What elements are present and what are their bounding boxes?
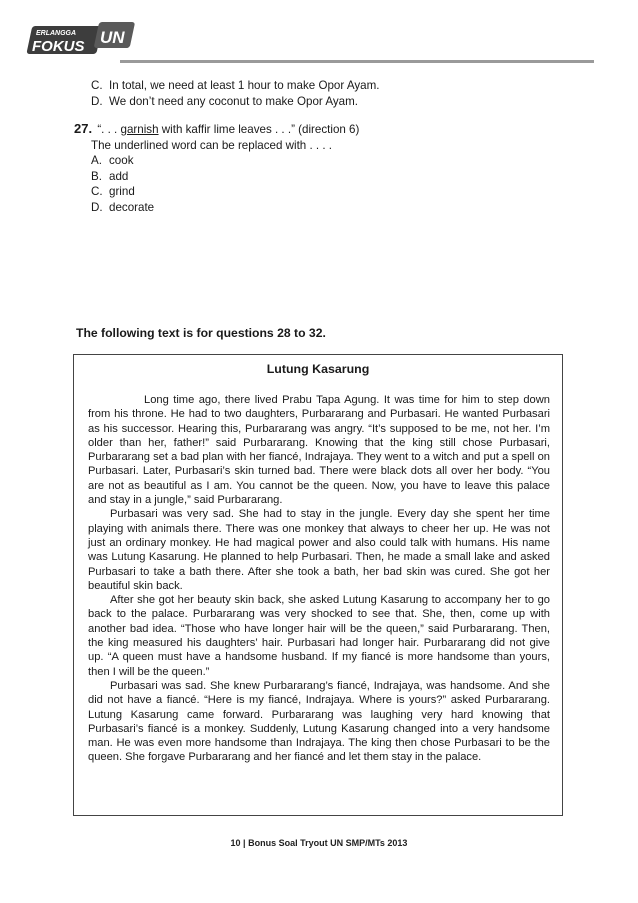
- story-paragraph: After she got her beauty skin back, she asked Lutung Kasarung to accompany her to go back to the palace. Purbararang was very shocked to see that. She, then, come up with another bad idea. “Those who have longer hair will be the queen,” said Purbararang. Then, the king measured his daughters’ hair. Purbasari had longer hair. Purbararang did not give up. “A queen must have a handsome husband. If my fiancé is more handsome than yours, then I will be the queen.”: [88, 594, 550, 678]
- option-letter: D.: [91, 200, 103, 214]
- q27-prompt: [76, 121, 576, 138]
- q27-option-c: [76, 184, 576, 200]
- option-text: decorate: [109, 200, 155, 214]
- story-title: Lutung Kasarung: [266, 362, 370, 376]
- question-number: 27.: [74, 121, 93, 136]
- logo-small-text: ERLANGGA: [36, 30, 77, 37]
- q26-option-c: [76, 78, 576, 94]
- option-letter: D.: [91, 94, 103, 108]
- q27-option-a: [76, 153, 576, 169]
- q27-option-b: [76, 169, 576, 185]
- option-text: In total, we need at least 1 hour to make Opor Ayam.: [109, 79, 380, 92]
- page-footer: 10 | Bonus Soal Tryout UN SMP/MTs 2013: [230, 838, 408, 848]
- logo-main-text: FOKUS: [32, 38, 85, 55]
- story-body: [88, 393, 550, 765]
- q26-option-d: [76, 94, 576, 110]
- story-paragraph: Purbasari was sad. She knew Purbararang’s fiancé, Indrajaya, was handsome. And she did not have a fiancé. “Here is my fiancé, Indrajaya. Where is yours?” asked Purbararang. Lutung Kasarung came forward. Purbararang was laughing very hard knowing that Purbasari’s fiancé is a monkey. Suddenly, Lutung Kasarung changed into a very handsome man. He was even more handsome than Indrajaya. The king then chose Purbasari to be the queen. She forgave Purbararang and her fiancé and let them stay in the palace.: [88, 679, 550, 764]
- option-text: grind: [109, 185, 135, 198]
- header-rule: [120, 60, 594, 63]
- story-box: [73, 354, 563, 816]
- quote-after: with kaffir lime leaves . . .” (direction 6): [161, 123, 360, 136]
- option-letter: A.: [91, 154, 102, 167]
- q27-option-d: [76, 200, 576, 216]
- option-letter: B.: [91, 169, 102, 183]
- section-title: The following text is for questions 28 to 32.: [76, 326, 326, 340]
- option-letter: C.: [91, 79, 103, 92]
- logo-badge-text: UN: [100, 28, 125, 47]
- underlined-word: garnish: [120, 123, 159, 136]
- option-text: We don’t need any coconut to make Opor Ayam.: [109, 94, 358, 108]
- quote-before: “. . .: [97, 123, 118, 136]
- story-paragraph: Long time ago, there lived Prabu Tapa Agung. It was time for him to step down from his throne. He had to two daughters, Purbararang and Purbasari. He wanted Purbasari as his successor. Hearing this, Purbararang was angry. “It’s supposed to be me, not her. I’m older than her, father!” said Purbararang. Knowing that the king still chose Purbasari, Purbararang set a bad plan with her fiancé, Indrajaya. They went to a witch and put a spell on Purbasari. Later, Purbasari’s skin turned bad. There were black dots all over her body. “You are not as beautiful as I am. You cannot be the queen. Now, you have to leave this palace and stay in a jungle,” said Purbararang.: [88, 394, 550, 507]
- question-area: [76, 78, 576, 215]
- story-paragraph: Purbasari was very sad. She had to stay in the jungle. Every day she spent her time playing with animals there. There was one monkey that always to cheer her up. He was not just an ordinary monkey. He had magical power and also could talk with humans. His name was Lutung Kasarung. He planned to help Purbasari. Then, he made a small lake and asked Purbasari to take a bath there. After she took a bath, her bad skin was cured. She got her beautiful skin back.: [88, 508, 550, 592]
- option-text: cook: [109, 154, 134, 167]
- option-letter: C.: [91, 185, 103, 198]
- option-text: add: [109, 169, 129, 183]
- q27-stem: The underlined word can be replaced with . . . .: [91, 138, 333, 152]
